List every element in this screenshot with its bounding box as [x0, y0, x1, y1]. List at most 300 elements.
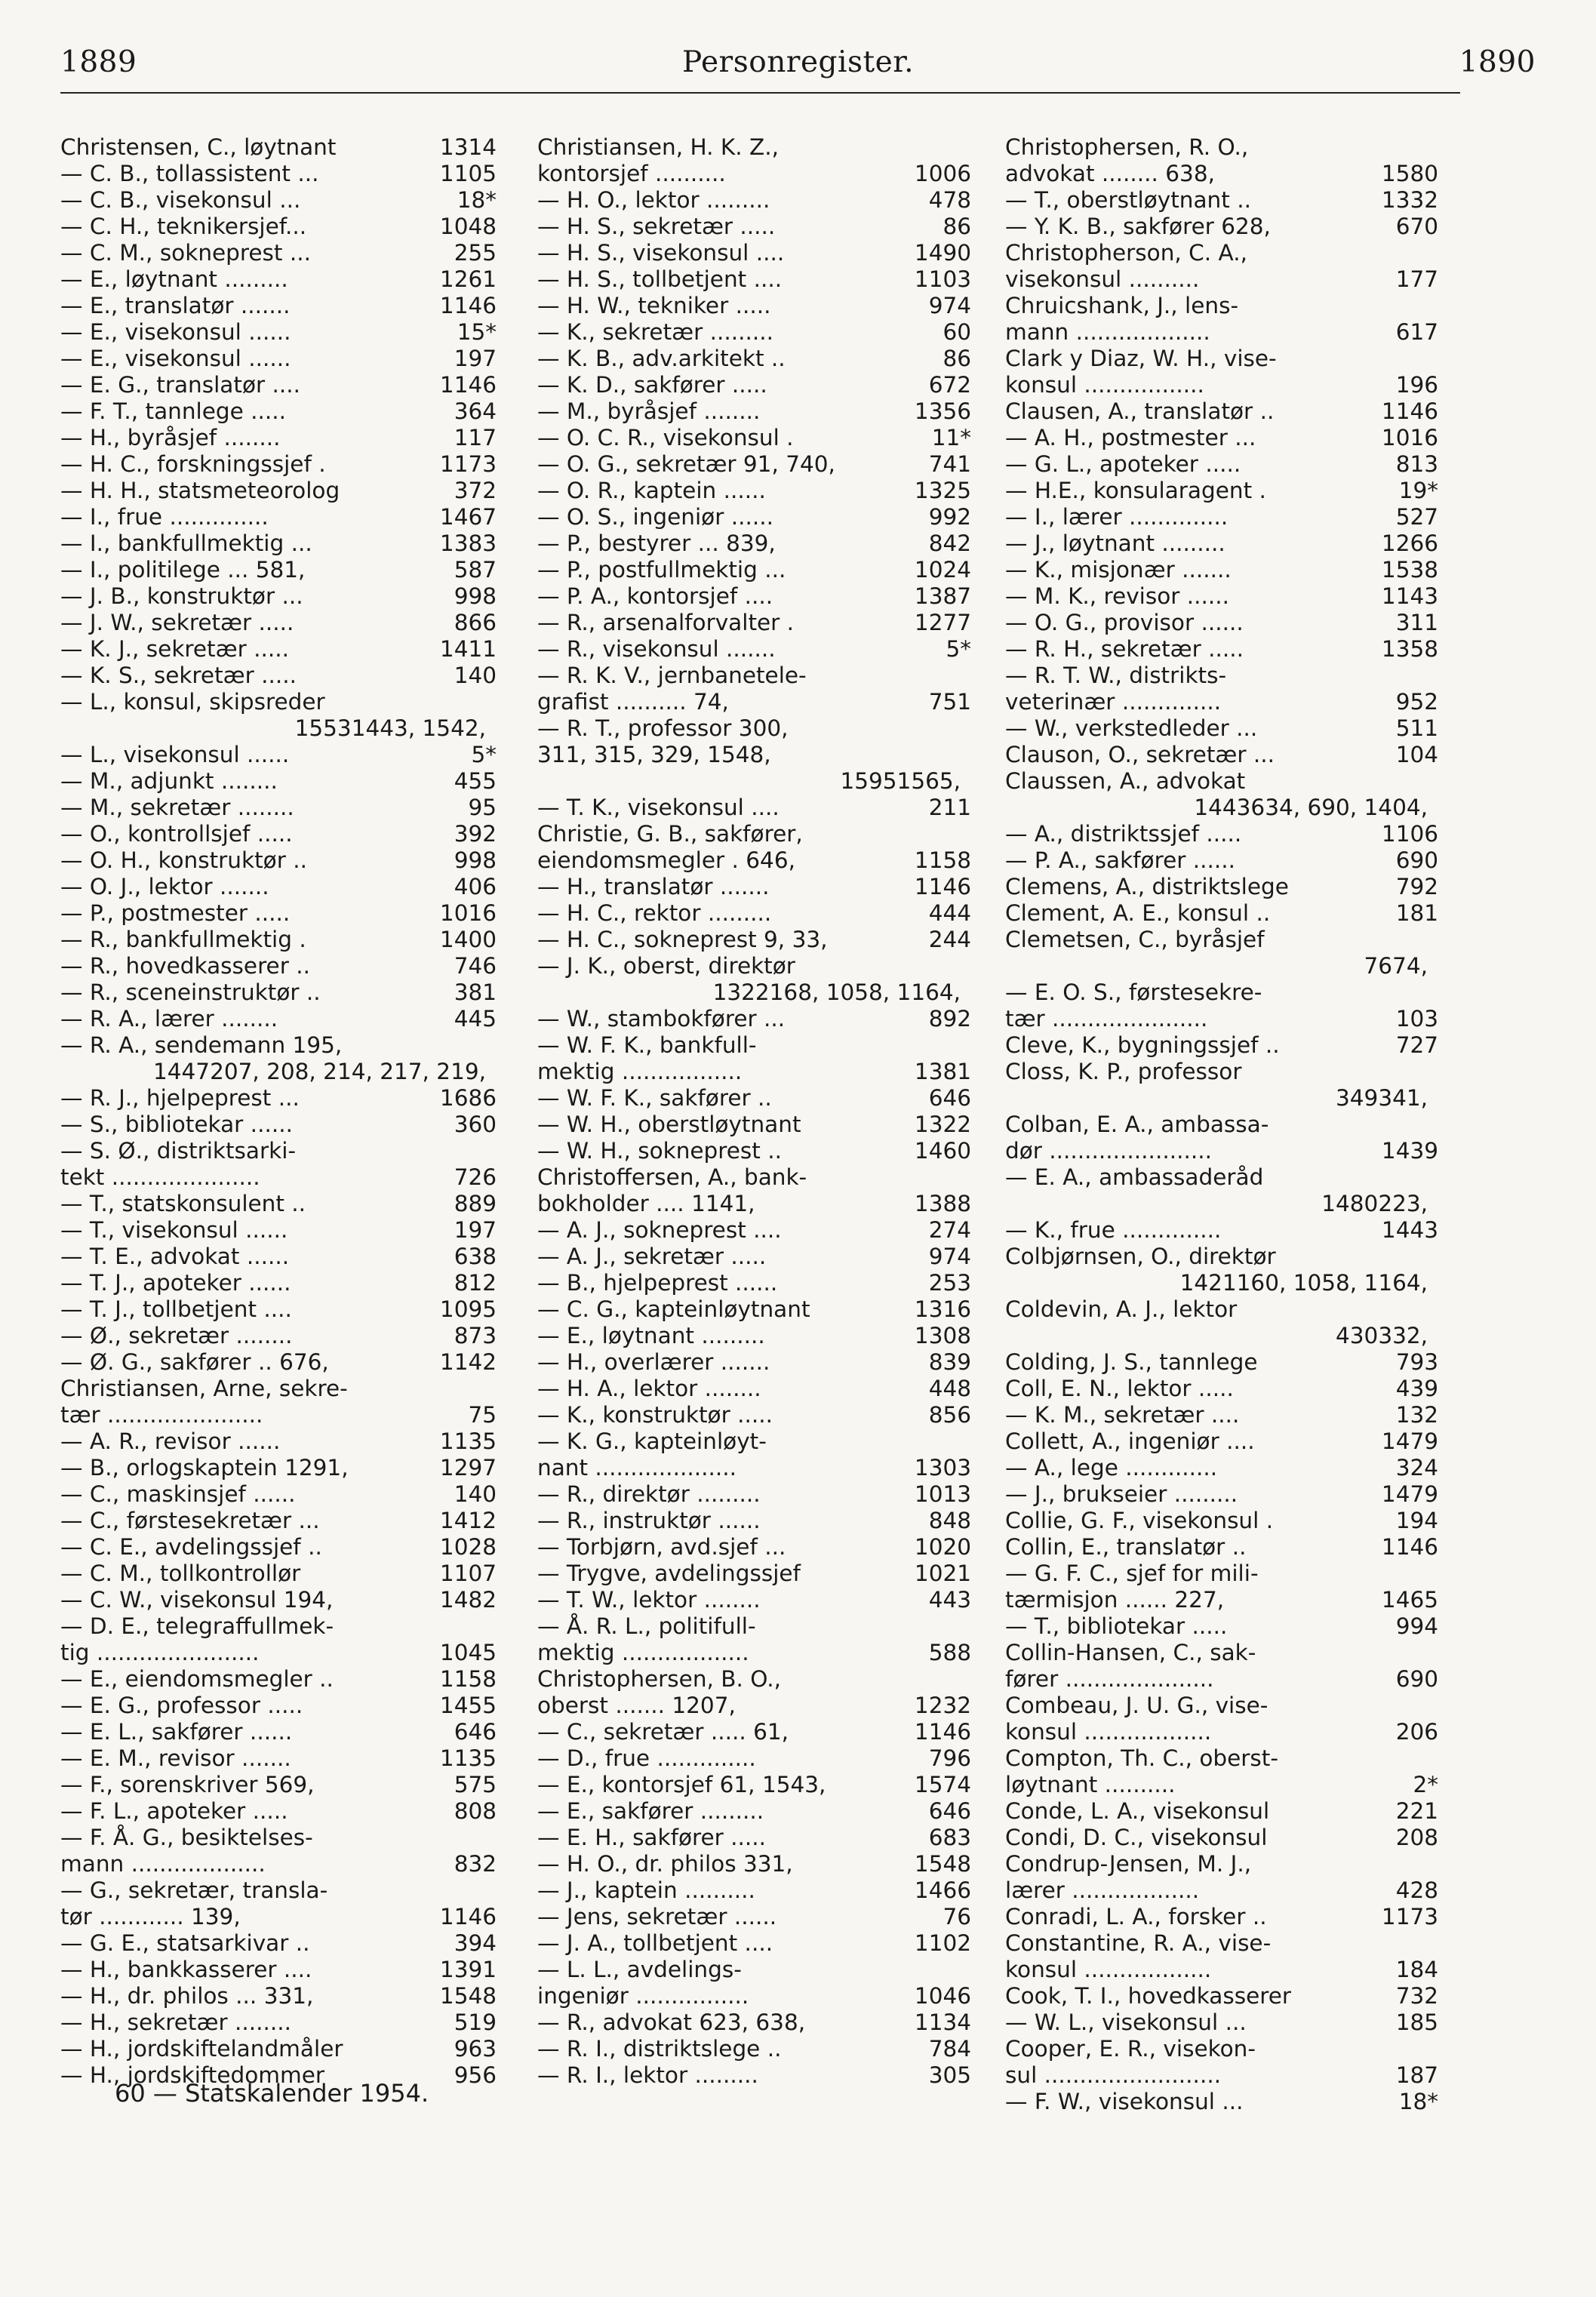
- register-entry: [537, 293, 971, 319]
- entry-page-number: 974: [928, 293, 971, 318]
- register-entry: [1005, 821, 1438, 847]
- register-entry: [537, 583, 971, 610]
- entry-text: Christoffersen, A., bank-: [537, 1164, 807, 1190]
- register-entry: [537, 425, 971, 451]
- entry-page-number: 1107: [439, 1561, 497, 1586]
- register-entry: [1005, 2036, 1438, 2062]
- register-entry: [60, 425, 497, 451]
- register-entry: [537, 1323, 971, 1349]
- register-entry: [537, 372, 971, 398]
- entry-page-number: 1143: [1381, 583, 1438, 609]
- entry-text: — F. Å. G., besiktelses-: [60, 1825, 313, 1850]
- register-entry: [537, 821, 971, 847]
- entry-page-number: 751: [928, 689, 971, 715]
- entry-page-number: 1332: [1381, 187, 1438, 213]
- entry-text: — E. A., ambassaderåd: [1005, 1164, 1264, 1190]
- register-entry: [537, 1428, 971, 1455]
- entry-page-number: 1439: [1381, 1138, 1438, 1164]
- entry-text: — W., stambokfører ...: [537, 1006, 786, 1032]
- entry-text: — C. M., tollkontrollør: [60, 1561, 301, 1586]
- register-entry: [537, 1270, 971, 1296]
- entry-page-number: 1387: [914, 583, 971, 609]
- entry-page-number: 1106: [1381, 821, 1438, 847]
- register-entry: [1005, 346, 1438, 372]
- entry-page-number: 1322: [712, 979, 770, 1005]
- entry-text: visekonsul ..........: [1005, 266, 1200, 292]
- entry-page-number: 1358: [1381, 636, 1438, 662]
- entry-page-number: 726: [454, 1164, 497, 1190]
- entry-text: — H., byråsjef ........: [60, 425, 281, 450]
- entry-text: Coll, E. N., lektor .....: [1005, 1376, 1234, 1401]
- register-entry: [537, 134, 971, 161]
- entry-text: — K., konstruktør .....: [537, 1402, 773, 1428]
- register-entry: [537, 953, 971, 979]
- entry-text: — K. G., kapteinløyt-: [537, 1428, 767, 1454]
- entry-text: — O. G., provisor ......: [1005, 610, 1244, 635]
- register-entry: [537, 187, 971, 214]
- entry-page-number: 1006: [914, 161, 971, 186]
- entry-page-number: 1381: [914, 1059, 971, 1084]
- entry-page-number: 1102: [914, 1930, 971, 1956]
- entry-page-number: 784: [928, 2036, 971, 2062]
- register-entry: [60, 1745, 497, 1772]
- entry-text: — T., statskonsulent ..: [60, 1191, 306, 1216]
- register-entry: [60, 821, 497, 847]
- entry-text: — I., lærer ..............: [1005, 504, 1229, 530]
- register-entry: [1005, 2009, 1438, 2036]
- register-entry: [60, 346, 497, 372]
- entry-text: Colbjørnsen, O., direktør: [1005, 1244, 1276, 1269]
- entry-page-number: 194: [1395, 1508, 1438, 1533]
- entry-text: — T. W., lektor ........: [537, 1587, 761, 1613]
- register-entry: [60, 1455, 497, 1481]
- register-entry: [60, 1772, 497, 1798]
- entry-text: — M., sekretær ........: [60, 795, 294, 820]
- entry-page-number: 952: [1395, 689, 1438, 715]
- entry-page-number: 1146: [439, 1904, 497, 1930]
- entry-page-number: 11*: [931, 425, 971, 450]
- entry-text: tør ............ 139,: [60, 1904, 241, 1930]
- register-entry: [60, 557, 497, 583]
- register-entry: [1005, 1323, 1438, 1349]
- entry-text: 74,: [1392, 953, 1428, 979]
- register-entry: [1005, 1270, 1438, 1296]
- entry-text: — A., lege .............: [1005, 1455, 1218, 1481]
- entry-text: — T., visekonsul ......: [60, 1217, 288, 1243]
- page-footer: 60 — Statskalender 1954.: [115, 2079, 429, 2108]
- register-entry: [537, 636, 971, 663]
- entry-text: nant ....................: [537, 1455, 736, 1481]
- right-page-number: 1890: [1459, 45, 1536, 79]
- register-entry: [60, 240, 497, 266]
- entry-text: — H. S., sekretær .....: [537, 214, 776, 239]
- entry-text: dør .......................: [1005, 1138, 1212, 1164]
- entry-text: konsul .................: [1005, 372, 1204, 398]
- entry-page-number: 1383: [439, 530, 497, 556]
- entry-page-number: 1261: [439, 266, 497, 292]
- entry-page-number: 1024: [914, 557, 971, 583]
- entry-text: tær ......................: [1005, 1006, 1208, 1032]
- register-entry: [537, 1772, 971, 1798]
- entry-page-number: 1465: [1381, 1587, 1438, 1613]
- register-entry: [537, 610, 971, 636]
- register-entry: [1005, 847, 1438, 874]
- register-entry: [60, 1323, 497, 1349]
- register-entry: [1005, 1719, 1438, 1745]
- entry-text: — M., adjunkt ........: [60, 768, 278, 794]
- entry-text: Collie, G. F., visekonsul .: [1005, 1508, 1274, 1533]
- entry-text: 634, 690, 1404,: [1250, 795, 1428, 820]
- entry-text: — J. W., sekretær .....: [60, 610, 294, 635]
- entry-text: 160, 1058, 1164,: [1236, 1270, 1428, 1296]
- entry-page-number: 104: [1395, 742, 1438, 767]
- entry-text: — W. H., sokneprest ..: [537, 1138, 782, 1164]
- entry-page-number: 95: [468, 795, 497, 820]
- entry-page-number: 1105: [439, 161, 497, 186]
- entry-page-number: 1135: [439, 1745, 497, 1771]
- register-entry: [1005, 1059, 1438, 1085]
- entry-text: — R., instruktør ......: [537, 1508, 761, 1533]
- register-entry: [60, 1904, 497, 1930]
- entry-page-number: 372: [454, 478, 497, 503]
- register-entry: [537, 1745, 971, 1772]
- entry-page-number: 255: [454, 240, 497, 266]
- entry-text: — C. G., kapteinløytnant: [537, 1296, 810, 1322]
- register-entry: [1005, 689, 1438, 715]
- entry-text: — Y. K. B., sakfører 628,: [1005, 214, 1271, 239]
- register-entry: [537, 927, 971, 953]
- register-entry: [60, 319, 497, 346]
- entry-text: — Torbjørn, avd.sjef ...: [537, 1534, 786, 1560]
- register-entry: [537, 1904, 971, 1930]
- entry-page-number: 1048: [439, 214, 497, 239]
- entry-text: 332,: [1378, 1323, 1428, 1348]
- entry-page-number: 76: [943, 1904, 971, 1930]
- register-entry: [60, 1402, 497, 1428]
- entry-text: — H. C., rektor .........: [537, 900, 772, 926]
- entry-text: — E., visekonsul ......: [60, 319, 291, 345]
- entry-page-number: 741: [928, 451, 971, 477]
- entry-page-number: 1095: [439, 1296, 497, 1322]
- entry-page-number: 1016: [1381, 425, 1438, 450]
- entry-text: Christophersen, R. O.,: [1005, 134, 1249, 160]
- register-entry: [537, 1719, 971, 1745]
- register-entry: [1005, 1825, 1438, 1851]
- entry-page-number: 690: [1395, 847, 1438, 873]
- register-entry: [1005, 927, 1438, 953]
- register-entry: [60, 583, 497, 610]
- entry-text: — I., politilege ... 581,: [60, 557, 306, 583]
- entry-text: — H. W., tekniker .....: [537, 293, 771, 318]
- entry-page-number: 1146: [914, 1719, 971, 1745]
- entry-text: mektig ..................: [537, 1640, 749, 1665]
- entry-text: Colding, J. S., tannlege: [1005, 1349, 1258, 1375]
- register-entry: [60, 742, 497, 768]
- register-entry: [537, 1666, 971, 1693]
- register-entry: [60, 1693, 497, 1719]
- register-entry: [60, 1561, 497, 1587]
- entry-page-number: 185: [1395, 2009, 1438, 2035]
- register-entry: [60, 663, 497, 689]
- entry-text: Condi, D. C., visekonsul: [1005, 1825, 1268, 1850]
- entry-text: — G. L., apoteker .....: [1005, 451, 1241, 477]
- entry-page-number: 511: [1395, 715, 1438, 741]
- register-entry: [60, 1217, 497, 1244]
- entry-text: — H. O., dr. philos 331,: [537, 1851, 793, 1877]
- entry-page-number: 1686: [439, 1085, 497, 1111]
- entry-page-number: 856: [928, 1402, 971, 1428]
- entry-text: Colban, E. A., ambassa-: [1005, 1112, 1269, 1137]
- register-entry: [60, 1428, 497, 1455]
- entry-page-number: 1480: [1321, 1191, 1379, 1216]
- header-rule: [60, 92, 1460, 94]
- entry-text: veterinær ..............: [1005, 689, 1222, 715]
- entry-text: — H. H., statsmeteorolog: [60, 478, 340, 503]
- entry-text: — R. I., distriktslege ..: [537, 2036, 782, 2062]
- register-entry: [1005, 795, 1438, 821]
- entry-page-number: 1103: [914, 266, 971, 292]
- entry-page-number: 75: [468, 1402, 497, 1428]
- entry-text: — E. H., sakfører .....: [537, 1825, 767, 1850]
- entry-text: — W. L., visekonsul ...: [1005, 2009, 1247, 2035]
- entry-page-number: 848: [928, 1508, 971, 1533]
- entry-text: — H.E., konsularagent .: [1005, 478, 1266, 503]
- entry-text: Claussen, A., advokat: [1005, 768, 1246, 794]
- register-entry: [1005, 979, 1438, 1006]
- entry-page-number: 60: [943, 319, 971, 345]
- entry-page-number: 181: [1395, 900, 1438, 926]
- entry-page-number: 140: [454, 663, 497, 688]
- entry-text: Constantine, R. A., vise-: [1005, 1930, 1272, 1956]
- register-entry: [1005, 1772, 1438, 1798]
- entry-page-number: 86: [943, 346, 971, 371]
- entry-text: — G. F. C., sjef for mili-: [1005, 1561, 1259, 1586]
- entry-page-number: 998: [454, 847, 497, 873]
- entry-text: tekt .....................: [60, 1164, 260, 1190]
- register-entry: [1005, 1745, 1438, 1772]
- entry-page-number: 873: [454, 1323, 497, 1348]
- register-entry: [537, 663, 971, 689]
- entry-page-number: 963: [454, 2036, 497, 2062]
- page-title: Personregister.: [681, 45, 914, 79]
- register-entry: [1005, 1138, 1438, 1164]
- register-entry: [60, 768, 497, 795]
- entry-text: — E., eiendomsmegler ..: [60, 1666, 334, 1692]
- register-entry: [1005, 425, 1438, 451]
- entry-page-number: 1400: [439, 927, 497, 952]
- entry-text: Chruicshank, J., lens-: [1005, 293, 1239, 318]
- entry-page-number: 1134: [914, 2009, 971, 2035]
- entry-text: mann ...................: [1005, 319, 1210, 345]
- entry-text: — A., distriktssjef .....: [1005, 821, 1242, 847]
- entry-text: — J. K., oberst, direktør: [537, 953, 795, 979]
- entry-text: — O. H., konstruktør ..: [60, 847, 307, 873]
- register-entry: [1005, 1957, 1438, 1983]
- entry-text: — H. S., visekonsul ....: [537, 240, 785, 266]
- entry-text: — T. K., visekonsul ....: [537, 795, 780, 820]
- entry-page-number: 1308: [914, 1323, 971, 1348]
- register-entry: [537, 504, 971, 530]
- entry-text: — H. A., lektor ........: [537, 1376, 761, 1401]
- entry-page-number: 1316: [914, 1296, 971, 1322]
- entry-text: Conde, L. A., visekonsul: [1005, 1798, 1270, 1824]
- register-column-2: [537, 134, 971, 2089]
- register-entry: [537, 530, 971, 557]
- entry-text: — H. S., tollbetjent ....: [537, 266, 783, 292]
- entry-page-number: 1460: [914, 1138, 971, 1164]
- entry-text: — W. H., oberstløytnant: [537, 1112, 801, 1137]
- entry-text: — H. C., sokneprest 9, 33,: [537, 927, 828, 952]
- register-entry: [60, 187, 497, 214]
- register-entry: [60, 953, 497, 979]
- entry-page-number: 196: [1395, 372, 1438, 398]
- entry-page-number: 15*: [457, 319, 497, 345]
- entry-page-number: 5*: [946, 636, 971, 662]
- entry-page-number: 1013: [914, 1481, 971, 1507]
- entry-text: Clark y Diaz, W. H., vise-: [1005, 346, 1277, 371]
- entry-page-number: 646: [454, 1719, 497, 1745]
- entry-text: — O. S., ingeniør ......: [537, 504, 773, 530]
- entry-page-number: 103: [1395, 1006, 1438, 1032]
- entry-text: — H. O., lektor .........: [537, 187, 770, 213]
- entry-text: — S. Ø., distriktsarki-: [60, 1138, 297, 1164]
- entry-text: — D., frue ..............: [537, 1745, 756, 1771]
- register-entry: [537, 1508, 971, 1534]
- register-entry: [60, 266, 497, 293]
- entry-page-number: 1158: [439, 1666, 497, 1692]
- register-entry: [1005, 293, 1438, 319]
- entry-page-number: 1173: [1381, 1904, 1438, 1930]
- register-entry: [1005, 398, 1438, 425]
- entry-text: Closs, K. P., professor: [1005, 1059, 1242, 1084]
- entry-page-number: 1146: [439, 293, 497, 318]
- entry-text: — R. K. V., jernbanetele-: [537, 663, 807, 688]
- entry-text: — T., bibliotekar .....: [1005, 1613, 1228, 1639]
- register-entry: [537, 161, 971, 187]
- entry-page-number: 274: [928, 1217, 971, 1243]
- entry-text: — R. T. W., distrikts-: [1005, 663, 1227, 688]
- register-entry: [537, 1112, 971, 1138]
- entry-text: — W. F. K., sakfører ..: [537, 1085, 772, 1111]
- register-entry: [537, 478, 971, 504]
- register-entry: [60, 1640, 497, 1666]
- entry-text: 168, 1058, 1164,: [769, 979, 961, 1005]
- register-entry: [537, 1191, 971, 1217]
- register-entry: [60, 451, 497, 478]
- register-entry: [537, 1164, 971, 1191]
- entry-text: — A. J., sokneprest ....: [537, 1217, 782, 1243]
- entry-text: Collin-Hansen, C., sak-: [1005, 1640, 1256, 1665]
- entry-text: Clausen, A., translatør ..: [1005, 398, 1275, 424]
- entry-text: oberst ....... 1207,: [537, 1693, 736, 1718]
- entry-text: — J. B., konstruktør ...: [60, 583, 303, 609]
- register-entry: [60, 979, 497, 1006]
- register-entry: [1005, 504, 1438, 530]
- entry-text: — C. W., visekonsul 194,: [60, 1587, 334, 1613]
- entry-page-number: 349: [1336, 1085, 1379, 1111]
- register-entry: [537, 346, 971, 372]
- entry-page-number: 646: [928, 1798, 971, 1824]
- register-column-1: [60, 134, 497, 2089]
- entry-text: — T. J., apoteker ......: [60, 1270, 291, 1296]
- entry-text: — I., bankfullmektig ...: [60, 530, 312, 556]
- entry-text: — K. J., sekretær .....: [60, 636, 289, 662]
- register-entry: [60, 1349, 497, 1376]
- entry-text: Collin, E., translatør ..: [1005, 1534, 1247, 1560]
- register-entry: [60, 1877, 497, 1904]
- register-entry: [537, 451, 971, 478]
- register-entry: [1005, 1666, 1438, 1693]
- entry-page-number: 5*: [471, 742, 497, 767]
- entry-text: — H., jordskiftedommer: [60, 2062, 325, 2088]
- entry-page-number: 646: [928, 1085, 971, 1111]
- entry-text: — C., førstesekretær ...: [60, 1508, 320, 1533]
- register-entry: [537, 2036, 971, 2062]
- entry-page-number: 430: [1336, 1323, 1379, 1348]
- register-entry: [537, 1534, 971, 1561]
- entry-page-number: 1020: [914, 1534, 971, 1560]
- register-entry: [537, 2062, 971, 2089]
- entry-text: Clemens, A., distriktslege: [1005, 874, 1289, 899]
- entry-page-number: 808: [454, 1798, 497, 1824]
- entry-page-number: 1574: [914, 1772, 971, 1797]
- entry-page-number: 792: [1395, 874, 1438, 899]
- register-entry: [537, 715, 971, 742]
- entry-text: — A. H., postmester ...: [1005, 425, 1256, 450]
- page-header: [60, 45, 1536, 91]
- register-entry: [1005, 1904, 1438, 1930]
- register-entry: [537, 768, 971, 795]
- entry-text: — H., sekretær ........: [60, 2009, 291, 2035]
- entry-text: — H., overlærer .......: [537, 1349, 770, 1375]
- register-entry: [537, 874, 971, 900]
- register-entry: [60, 214, 497, 240]
- register-entry: [537, 900, 971, 927]
- entry-page-number: 956: [454, 2062, 497, 2088]
- entry-page-number: 1443: [1194, 795, 1251, 820]
- entry-text: — K., sekretær .........: [537, 319, 774, 345]
- entry-text: — H., bankkasserer ....: [60, 1957, 312, 1982]
- entry-page-number: 187: [1395, 2062, 1438, 2088]
- entry-text: Clemetsen, C., byråsjef: [1005, 927, 1265, 952]
- entry-page-number: 177: [1395, 266, 1438, 292]
- entry-text: — P. A., sakfører ......: [1005, 847, 1235, 873]
- entry-page-number: 184: [1395, 1957, 1438, 1982]
- entry-page-number: 1356: [914, 398, 971, 424]
- entry-text: — R. A., sendemann 195,: [60, 1032, 343, 1058]
- register-entry: [1005, 266, 1438, 293]
- register-entry: [60, 1191, 497, 1217]
- register-entry: [1005, 1640, 1438, 1666]
- entry-page-number: 587: [454, 557, 497, 583]
- entry-page-number: 1443: [1381, 1217, 1438, 1243]
- entry-text: — R., sceneinstruktør ..: [60, 979, 321, 1005]
- register-entry: [60, 636, 497, 663]
- entry-page-number: 575: [454, 1772, 497, 1797]
- register-entry: [537, 1587, 971, 1613]
- entry-page-number: 1266: [1381, 530, 1438, 556]
- register-entry: [1005, 768, 1438, 795]
- register-entry: [60, 795, 497, 821]
- entry-text: — L. L., avdelings-: [537, 1957, 742, 1982]
- register-entry: [537, 1006, 971, 1032]
- entry-text: — Jens, sekretær ......: [537, 1904, 777, 1930]
- entry-text: tærmisjon ...... 227,: [1005, 1587, 1225, 1613]
- entry-text: — M., byråsjef ........: [537, 398, 761, 424]
- entry-text: Christophersen, B. O.,: [537, 1666, 782, 1692]
- register-entry: [60, 504, 497, 530]
- entry-text: — C. M., sokneprest ...: [60, 240, 311, 266]
